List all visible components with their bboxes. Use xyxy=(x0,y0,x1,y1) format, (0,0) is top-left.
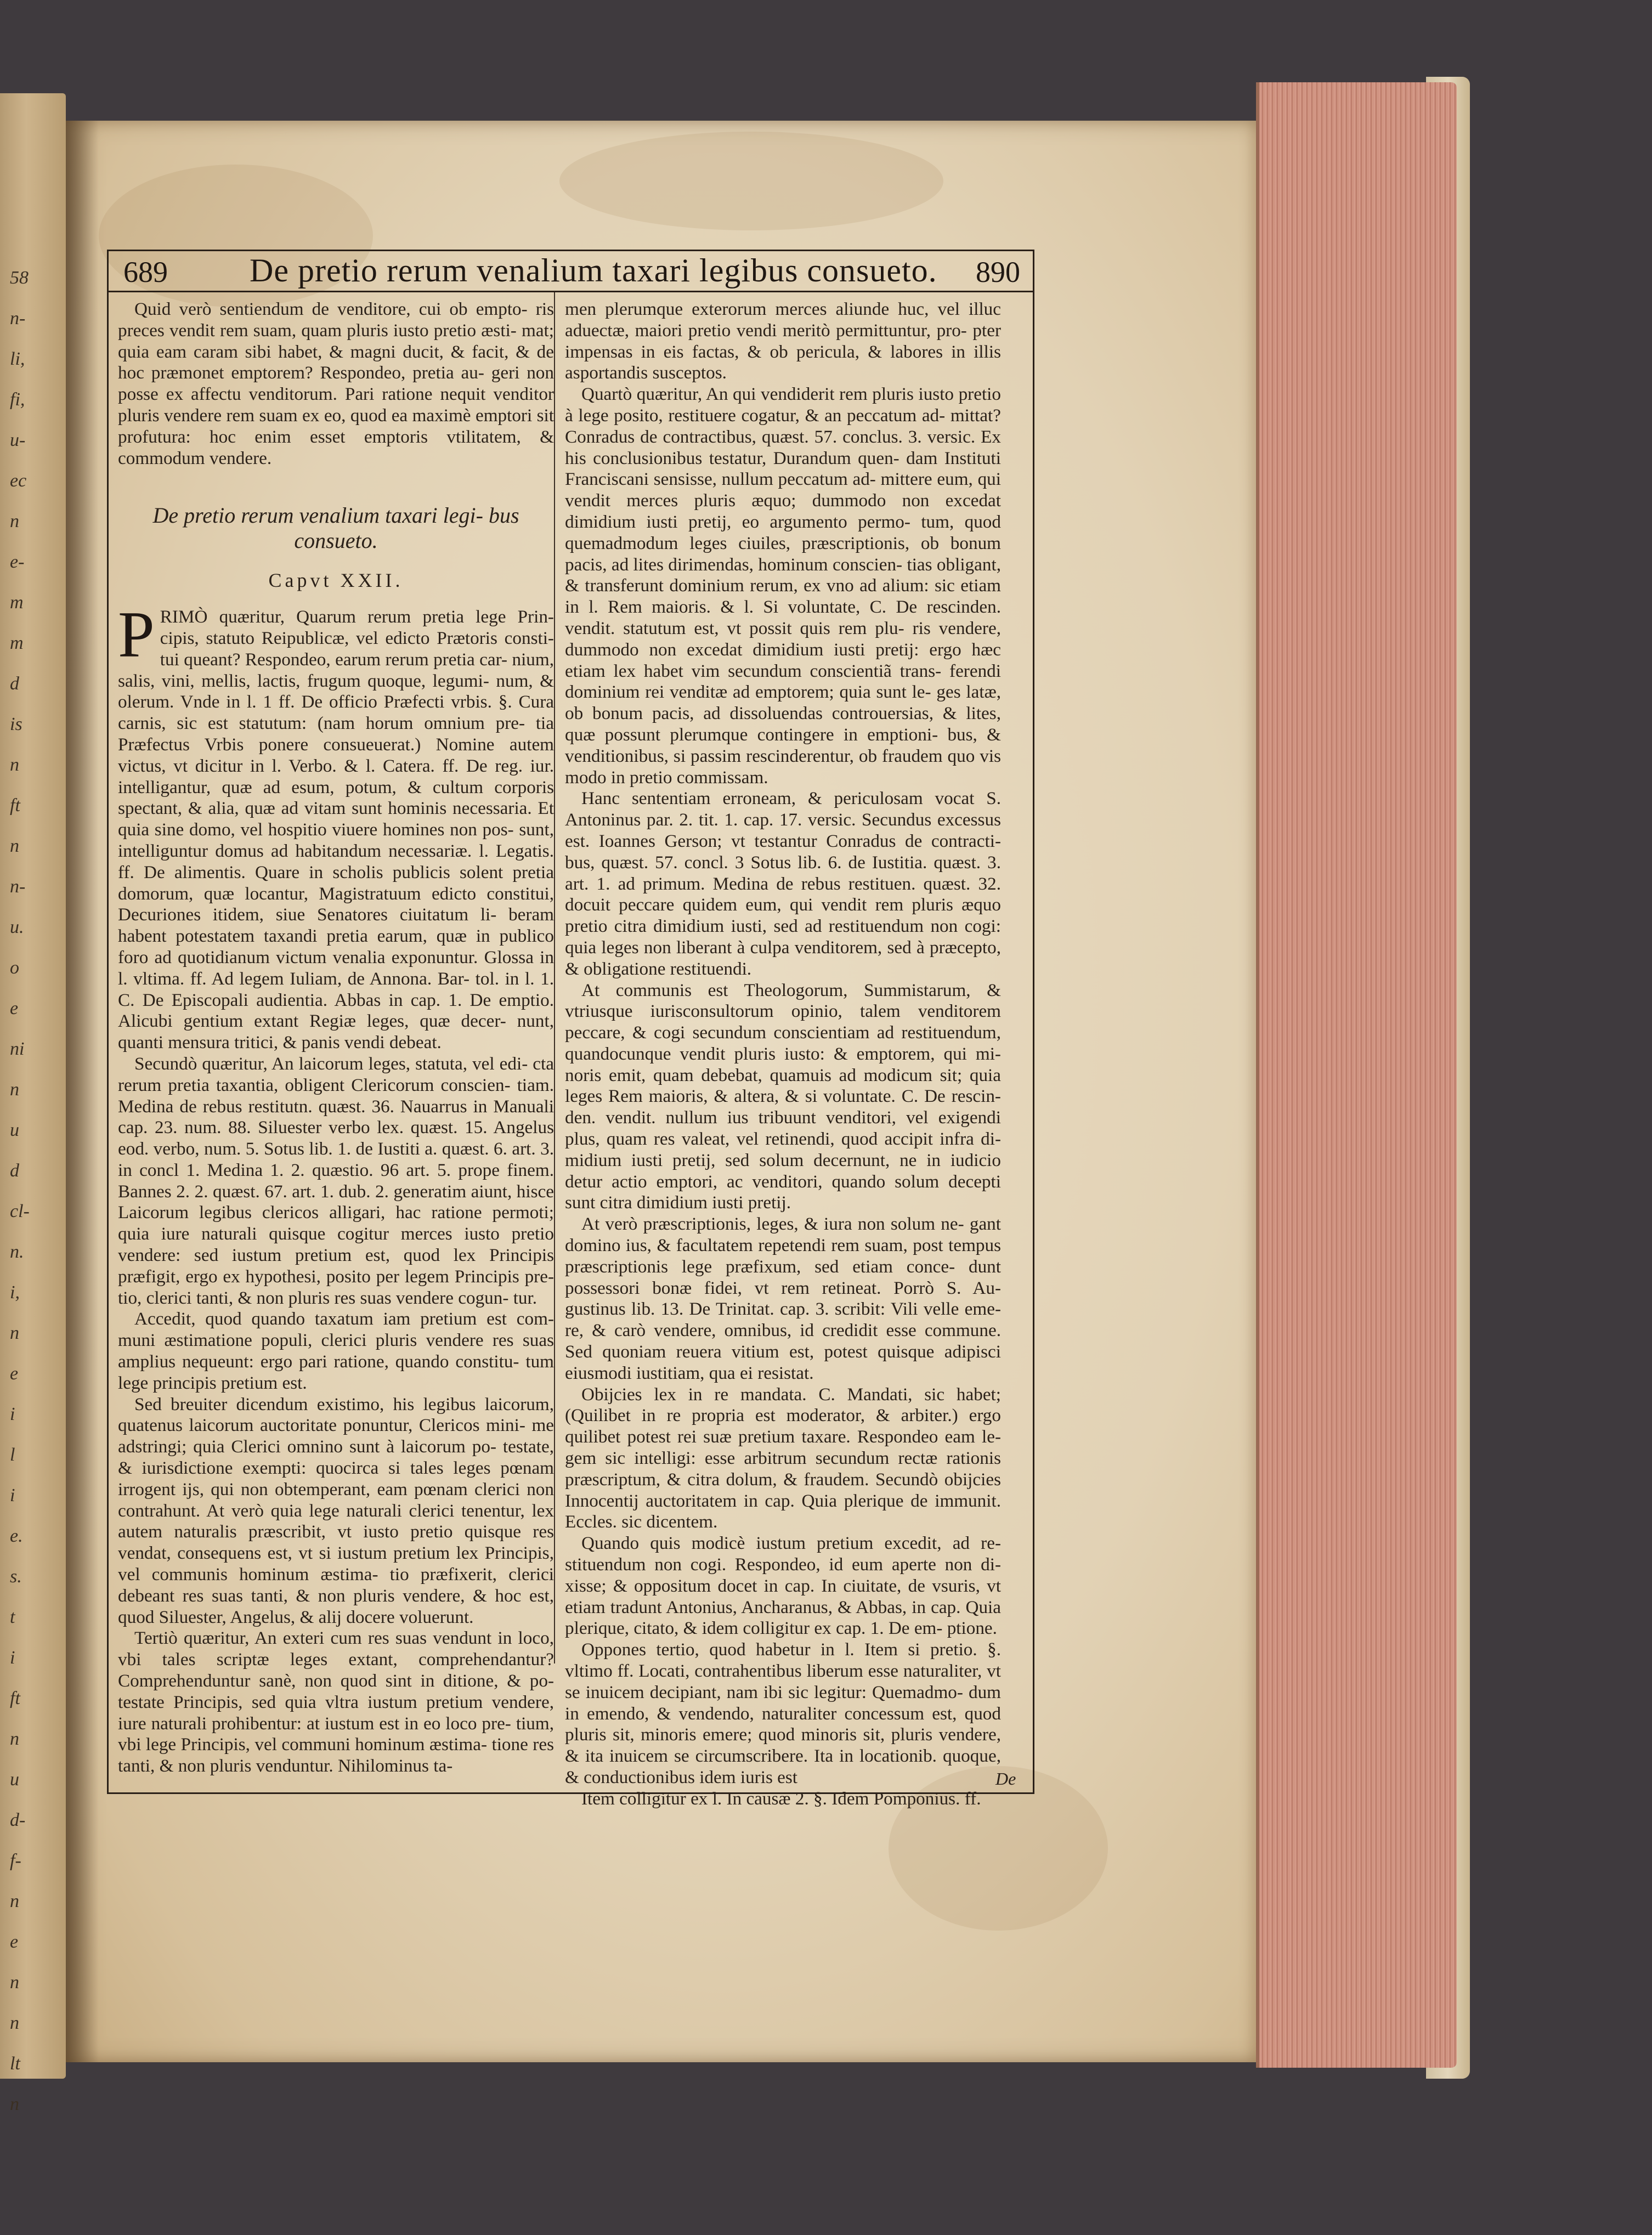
text-column-left xyxy=(118,299,554,1776)
paragraph: At communis est Theologorum, Summistarum, & vtriusque iurisconsultorum opinio, talem venditorem peccare, & cogi secundum conscientiam ad restituendum, quandocunque vendit pluris iusto: & emptorem, qui mi- noris emit, quam debebat, quamuis ad modicum sit; quia leges Rem maioris, & altera, & si voluntate. C. De rescin- den. vendit. nullum ius tribuunt venditori, vel exigendi plus, quam res valeat, vel retinendi, quod accipit infra di- midium iusti pretij, sed solum decernunt, ne in iudicio detur actio emptori, ac venditori, quando solum decepti sunt citra dimidium iusti pretij. xyxy=(565,980,1001,1213)
header-rule xyxy=(107,291,1033,292)
column-divider xyxy=(554,292,555,1663)
page-number-left: 689 xyxy=(123,256,168,288)
paragraph: men plerumque exterorum merces aliunde huc, vel illuc aduectæ, maiori pretio vendi meritò permittuntur, pro- pter impensas in eis factas, & ob pericula, & labores in illis asportandis susceptos. xyxy=(565,299,1001,383)
paragraph-text: RIMÒ quæritur, Quarum rerum pretia lege Prin- cipis, statuto Reipublicæ, vel edicto Prætoris consti- tui queant? Respondeo, earum rerum pretia car- nium, salis, vini, mellis, lactis, frugum quoque, legumi- num, & olerum. Vnde in l. 1 ff. De officio Præfecti vrbis. §. Cura carnis, sic est statutum: (nam horum omnium pre- tia Præfectus Vrbis ponere consueuerat.) Nomine autem victus, vt dicitur in l. Verbo. & l. Catera. ff. De reg. iur. intelligantur, quæ ad esum, potum, & cultum corporis spectant, & alia, quæ ad vitam sunt hominis necessaria. Et quia sine domo, vel hospitio viuere homines non pos- sunt, intelliguntur domus ad habitandum necessariæ. l. Legatis. ff. De alimentis. Quare in scholis publicis solent pretia domorum, quæ locantur, Magistratuum edicto constitui, Decuriones itidem, siue Senatores ciuitatum li- beram habent potestatem taxandi pretia earum, quæ in publico foro ad quotidianum victum venalia exponuntur. Glossa in l. vltima. ff. Ad legem Iuliam, de Annona. Bar- tol. in l. 1. C. De Episcopali audientia. Abbas in cap. 1. De emptio. Alicubi gentium extant Regiæ leges, quæ decer- nunt, quanti mensura tritici, & panis vendi debeat. xyxy=(118,607,554,1053)
page-header xyxy=(112,250,1031,293)
paragraph xyxy=(118,598,554,1054)
paragraph: Quartò quæritur, An qui vendiderit rem pluris iusto pretio à lege posito, restituere cogatur, & an peccatum ad- mittat? Conradus de contractibus, quæst. 57. conclus. 3. versic. Ex his conclusionibus testatur, Durandum quen- dam Instituti Franciscani sensisse, nullum peccatum ad- mittere eum, qui vendit merces pluris æquo; dummodo non excedat dimidium iusti pretij, eo argumento permo- tum, quod quemadmodum leges ciuiles, præscriptionis, ob bonum pacis, ad lites dirimendas, hominum conscien- tias obligant, & transferunt dominium rerum, ex vno ad alium: sic etiam in l. Rem maioris. & l. Si voluntate, C. De rescinden. vendit. statutum est, vt possit quis rem plu- ris vendere, dummodo non excedat dimidium iusti pretij: ergo hæc etiam lex habet vim secundum conscientiã trans- ferendi dominium rei venditæ ad emptorem; quia sunt le- ges latæ, ob bonum pacis, ad dissoluendas controuersias, & lites, quæ possunt plerumque contingere in emptioni- bus, & venditionibus, si passim rescinderentur, ob fraudem quo vis modo in pretio commissam. xyxy=(565,384,1001,788)
paragraph: Item colligitur ex l. In causæ 2. §. Idem Pomponius. ff. xyxy=(581,1788,981,1809)
chapter-heading: Capvt XXII. xyxy=(268,569,404,592)
paragraph: Sed breuiter dicendum existimo, his legibus laicorum, quatenus laicorum auctoritate ponuntur, Clericos mini- me adstringi; quia Clerici omnino sunt à laicorum po- testate, & iurisdictione exempti: quocirca si tales leges pœnam irrogent ijs, qui non obtemperant, eam pœnam clerici non contrahunt. At verò quia lege naturali clerici tenentur, lex autem naturalis præscribit, vt iusto pretio quisque res vendat, consequens est, vt si iustum pretium lex Principis, vel communis hominum æstima- tio præfixerit, clerici debeant res suas tanti, & non pluris vendere, & hoc est, quod Siluester, Angelus, & alij docere voluerunt. xyxy=(118,1394,554,1627)
text-column-right xyxy=(565,299,1001,1809)
paragraph: Hanc sententiam erroneam, & periculosam vocat S. Antoninus par. 2. tit. 1. cap. 17. versic. Secundus excessus est. Ioannes Gerson; vt testantur Conradus de contracti- bus, quæst. 57. concl. 3 Sotus lib. 6. de Iustitia. quæst. 3. art. 1. ad primum. Medina de rebus restituen. quæst. 32. docuit peccare quidem eum, qui vendit rem pluris æquo pretio citra dimidium iusti, sed ad restituendum non cogi: quia leges non liberant à culpa venditorem, sed à præcepto, & obligatione restituendi. xyxy=(565,788,1001,979)
paragraph: Secundò quæritur, An laicorum leges, statuta, vel edi- cta rerum pretia taxantia, obligent Clericorum conscien- tiam. Medina de rebus restitutn. quæst. 36. Nauarrus in Manuali cap. 23. num. 88. Siluester verbo lex. quæst. 15. Angelus eod. verbo, num. 5. Sotus lib. 1. de Iustiti a. quæst. 6. art. 3. in concl 1. Medina 1. 2. quæstio. 96 art. 5. prope finem. Bannes 2. 2. quæst. 67. art. 1. dub. 2. generatim aiunt, hisce Laicorum legibus clericos alligari, hac ratione permoti; quia iure naturali quisque cogitur merces iusto pretio vendere: sed iustum pretium est, quod lex Principis præfigit, ergo ex hypothesi, posito per legem Principis pre- tio, clerici tanti, & non pluris res suas vendere cogun- tur. xyxy=(118,1053,554,1308)
left-page-margin-text: 58 n- li, fi, u- ec n e- m m d is n ft n n- u. o e ni n u d cl- n. i, n e i l i e. s. t i ft n u d- f- n e n n lt n xyxy=(10,268,30,2114)
paragraph: Oppones tertio, quod habetur in l. Item si pretio. §. vltimo ff. Locati, contrahentibus liberum esse naturaliter, vt se inuicem decipiant, nam ibi sic legitur: Quemadmo- dum in emendo, & vendendo, naturaliter concessum est, quod pluris sit, minoris emere; quod minoris sit, pluris vendere, & ita inuicem se circumscribere. Ita in locationib. quoque, & conductionibus idem iuris est xyxy=(565,1639,1001,1787)
paragraph: Obijcies lex in re mandata. C. Mandati, sic habet; (Quilibet in re propria est moderator, & arbiter.) ergo quilibet potest rei suæ pretium taxare. Respondeo eam le- gem sic intelligi: esse arbitrum secundum rectæ rationis præscriptum, & citra dolum, & fraudem. Secundò obijcies Innocentij auctoritatem in cap. Quia plerique de immunit. Eccles. sic dicentem. xyxy=(565,1384,1001,1532)
running-title: De pretio rerum venalium taxari legibus consueto. xyxy=(250,252,937,288)
page-edges xyxy=(1256,82,1457,2068)
paragraph: At verò præscriptionis, leges, & iura non solum ne- gant domino ius, & facultatem repetendi rem suam, post tempus præscriptionis lege præfixum, sed etiam conce- dunt possessori bonæ fidei, vt rem retineat. Porrò S. Au- gustinus lib. 13. De Trinitat. cap. 3. scribit: Vili velle eme- re, & carò vendere, omnibus, id credidit esse commune. Sed quoniam reuera vitium est, potest quisque adipisci eiusmodi iustitiam, qua ei resistat. xyxy=(565,1214,1001,1383)
catchword: De xyxy=(995,1769,1016,1789)
paragraph: Tertiò quæritur, An exteri cum res suas vendunt in loco, vbi tales scriptæ leges extant, comprehendantur? Comprehenduntur sanè, non quod sint in ditione, & po- testate Principis, sed quia vltra iustum pretium vendere, iure naturali prohibentur: at iustum est in eo loco pre- tium, vbi lege Principis, vel communi hominum æstima- tione res tanti, & non pluris venduntur. Nihilominus ta- xyxy=(118,1628,554,1776)
drop-cap: P xyxy=(118,598,155,671)
page-number-right: 890 xyxy=(976,256,1020,288)
left-page xyxy=(0,93,66,2114)
section-title: De pretio rerum venalium taxari legi- bus consueto. xyxy=(152,503,519,553)
paragraph: Accedit, quod quando taxatum iam pretium est com- muni æstimatione populi, clerici pluris vendere res suas amplius nequeunt: ergo pari ratione, quando constitu- tum lege principis pretium est. xyxy=(118,1309,554,1393)
gutter-shadow xyxy=(66,121,99,2062)
paragraph: Quando quis modicè iustum pretium excedit, ad re- stituendum non cogi. Respondeo, id eum aperte non di- xisse; & oppositum docet in cap. In ciuitate, de vsuris, vt etiam tradunt Antonius, Ancharanus, & Abbas, in cap. Quia plerique, citato, & idem colligitur ex cap. 1. De em- ptione. xyxy=(565,1533,1001,1639)
paragraph: Quid verò sentiendum de venditore, cui ob empto- ris preces vendit rem suam, quam pluris iusto pretio æsti- mat; quia eam caram sibi habet, & magni ducit, & facit, & de hoc præmonet emptorem? Respondeo, pretia au- geri non posse ex affectu venditorum. Pari ratione nequit venditor pluris vendere rem suam ex eo, quod ea maximè emptori sit profutura: hoc enim esset emptoris vtilitatem, & commodum vendere. xyxy=(118,299,554,468)
